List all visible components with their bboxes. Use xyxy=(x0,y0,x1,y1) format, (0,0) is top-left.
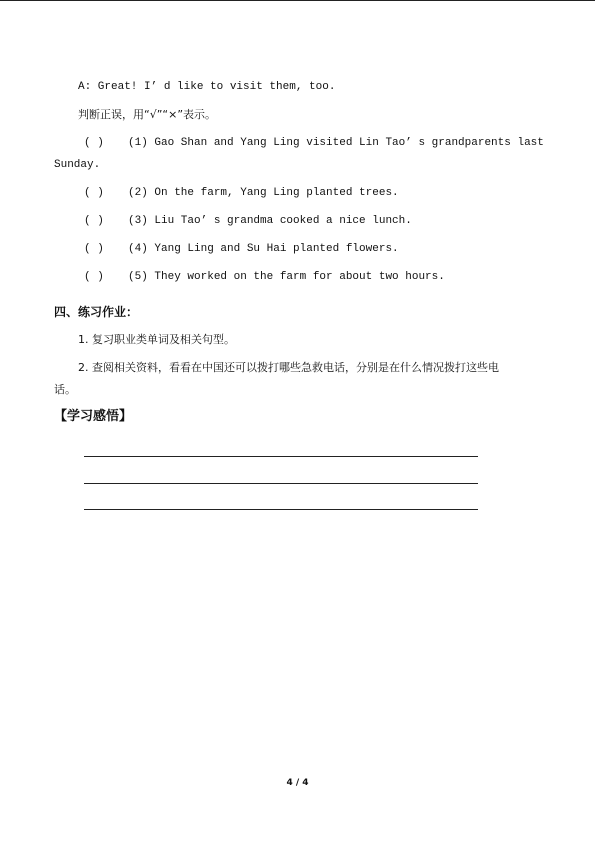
answer-blank[interactable]: ( ) xyxy=(84,215,104,227)
question-item-4 xyxy=(84,242,399,256)
homework-task-2: 2. 查阅相关资料，看看在中国还可以拨打哪些急救电话，分别是在什么情况拨打这些电 xyxy=(78,361,499,374)
writing-line-1[interactable] xyxy=(84,456,478,457)
question-text: (2) On the farm, Yang Ling planted trees. xyxy=(128,187,399,199)
answer-blank[interactable]: ( ) xyxy=(84,243,104,255)
answer-blank[interactable]: ( ) xyxy=(84,187,104,199)
question-item-1-continued: Sunday. xyxy=(54,159,101,171)
homework-task-1: 1. 复习职业类单词及相关句型。 xyxy=(78,333,235,346)
homework-task-2-continued: 话。 xyxy=(54,383,76,396)
question-text: (3) Liu Tao’ s grandma cooked a nice lunch. xyxy=(128,215,412,227)
instruction-text: 判断正误，用“√”“×”表示。 xyxy=(78,108,217,121)
question-item-5 xyxy=(84,270,445,284)
question-item-2 xyxy=(84,186,399,200)
top-border xyxy=(0,0,595,1)
writing-line-3[interactable] xyxy=(84,509,478,510)
dialogue-line: A: Great! I’ d like to visit them, too. xyxy=(78,81,336,93)
answer-blank[interactable]: ( ) xyxy=(84,271,104,283)
reflection-heading: 【学习感悟】 xyxy=(54,409,133,424)
writing-line-2[interactable] xyxy=(84,483,478,484)
question-item-1 xyxy=(84,136,544,150)
answer-blank[interactable]: ( ) xyxy=(84,137,104,149)
question-text: (5) They worked on the farm for about two hours. xyxy=(128,271,445,283)
page-number: 4 / 4 xyxy=(286,778,309,788)
question-item-3 xyxy=(84,214,412,228)
question-text: (4) Yang Ling and Su Hai planted flowers. xyxy=(128,243,399,255)
section-heading-homework: 四、练习作业： xyxy=(54,305,139,319)
question-text: (1) Gao Shan and Yang Ling visited Lin Tao’ s grandparents last xyxy=(128,137,544,149)
